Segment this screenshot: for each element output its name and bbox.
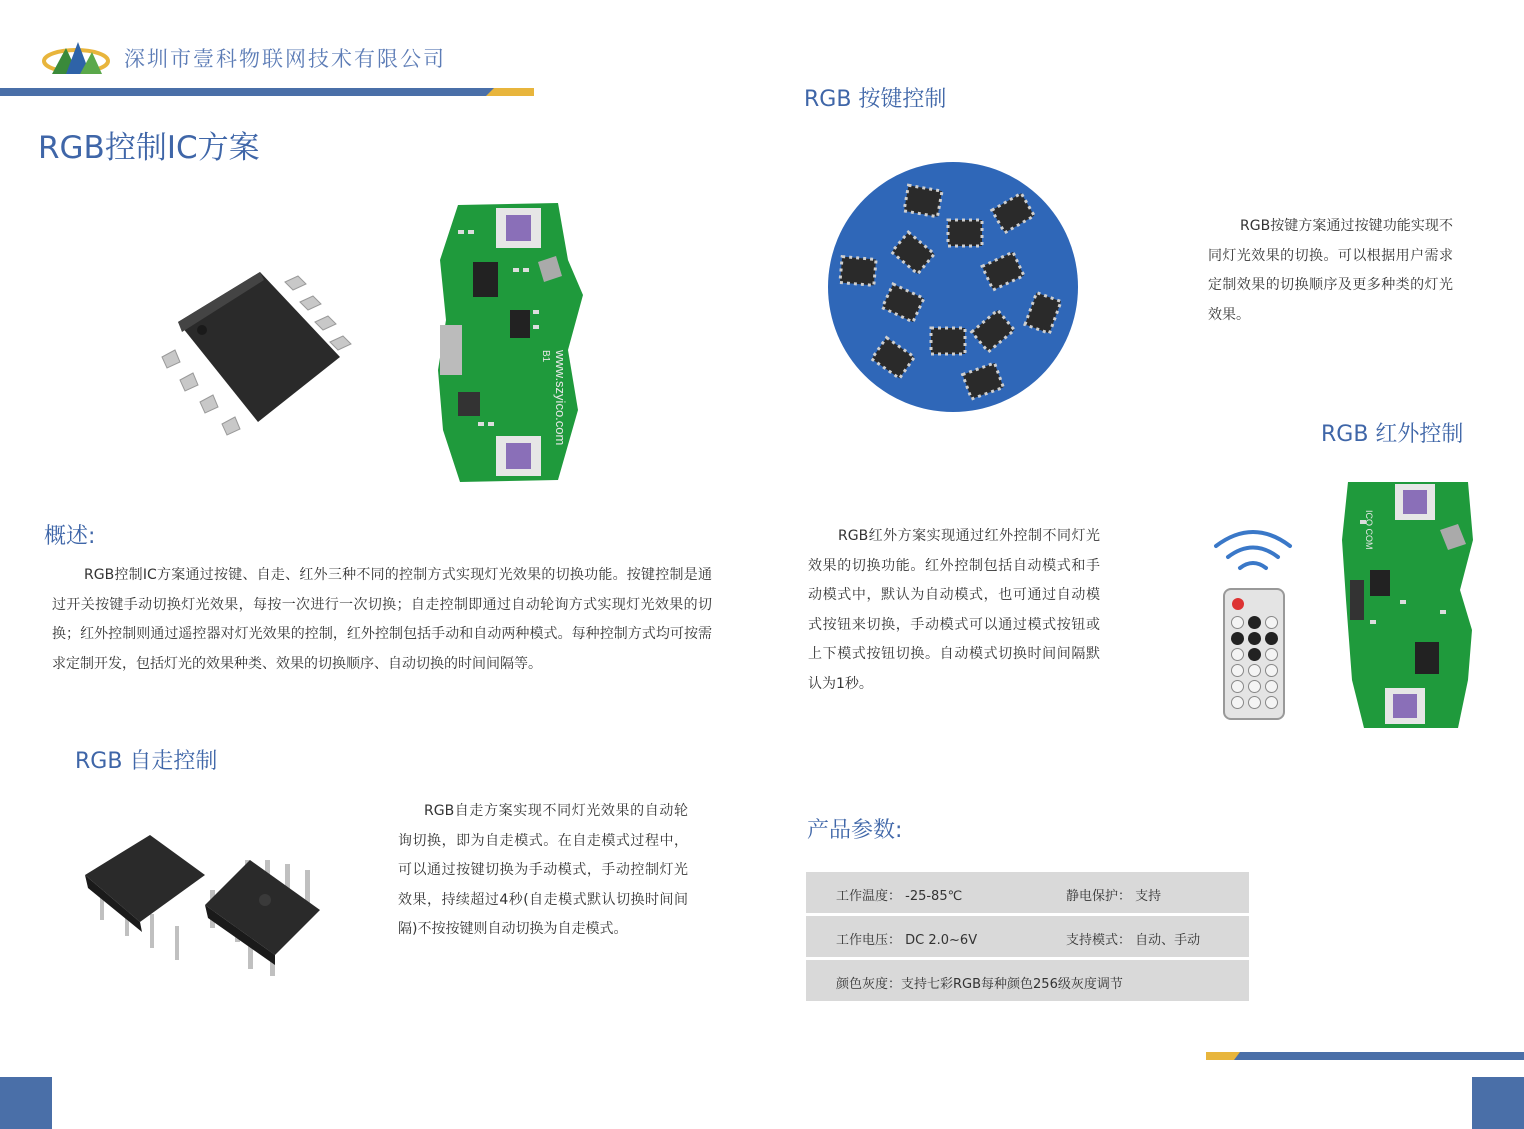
- header-rule: [0, 88, 486, 96]
- remote-key: [1248, 696, 1261, 709]
- remote-key: [1231, 680, 1244, 693]
- remote-key: [1231, 664, 1244, 677]
- pcb-mark-text: B1: [540, 350, 551, 363]
- footer-rule: [1206, 1052, 1524, 1060]
- corner-block-right: [1472, 1077, 1524, 1129]
- remote-key: [1231, 632, 1244, 645]
- button-text: RGB按键方案通过按键功能实现不同灯光效果的切换。可以根据用户需求定制效果的切换顺序及更多种类的灯光效果。: [1208, 218, 1453, 323]
- signal-waves-icon: [1212, 526, 1294, 574]
- remote-key: [1265, 680, 1278, 693]
- remote-control-image: [1223, 588, 1285, 720]
- param-voltage: 工作电压： DC 2.0~6V: [836, 933, 978, 948]
- params-row: [806, 916, 1249, 957]
- infrared-pcb-mark: ICO COM: [1364, 510, 1374, 550]
- remote-key: [1265, 632, 1278, 645]
- overview-heading: 概述:: [44, 524, 96, 549]
- company-logo: [40, 36, 112, 78]
- overview-text: RGB控制IC方案通过按键、自走、红外三种不同的控制方式实现灯光效果的切换功能。按键控制是通过开关按键手动切换灯光效果，每按一次进行一次切换；自走控制即通过自动轮询方式实现灯光效果的切换；红外控制则通过遥控器对灯光效果的控制，红外控制包括手动和自动两种模式。每种控制方式均可按需求定制开发，包括灯光的效果种类、效果的切换顺序、自动切换的时间间隔等。: [52, 567, 712, 672]
- self-run-text: RGB自走方案实现不同灯光效果的自动轮询切换，即为自走模式。在自走模式过程中，可以通过按键切换为手动模式，手动控制灯光效果，持续超过4秒(自走模式默认切换时间间隔)不按按键则自动切换为自走模式。: [398, 803, 688, 937]
- remote-key: [1265, 696, 1278, 709]
- remote-key: [1248, 680, 1261, 693]
- remote-key: [1248, 664, 1261, 677]
- overview-paragraph: [52, 561, 712, 679]
- infrared-pcb-image: [1340, 480, 1475, 730]
- params-heading: 产品参数:: [807, 818, 903, 843]
- power-button-icon: [1232, 598, 1244, 610]
- param-temperature: 工作温度： -25-85℃: [836, 889, 963, 904]
- button-heading: RGB 按键控制: [804, 87, 947, 112]
- remote-key: [1265, 616, 1278, 629]
- chips-circle-image: [826, 160, 1080, 414]
- params-row: [806, 872, 1249, 913]
- remote-key: [1248, 632, 1261, 645]
- pcb-board-image: [438, 200, 583, 483]
- param-modes: 支持模式： 自动、手动: [1066, 933, 1201, 948]
- remote-key: [1248, 648, 1261, 661]
- remote-key: [1231, 648, 1244, 661]
- self-run-paragraph: [398, 797, 688, 945]
- dip8-chip-image: [80, 830, 330, 990]
- page-title: RGB控制IC方案: [38, 130, 260, 166]
- button-paragraph: [1208, 212, 1453, 330]
- infrared-heading: RGB 红外控制: [1321, 422, 1464, 447]
- header-rule-accent: [486, 88, 534, 96]
- remote-key: [1231, 616, 1244, 629]
- sop8-chip-image: [150, 262, 360, 447]
- company-name: 深圳市壹科物联网技术有限公司: [124, 47, 446, 71]
- remote-key: [1231, 696, 1244, 709]
- params-row: [806, 960, 1249, 1001]
- pcb-url-text: www.szyico.com: [553, 350, 568, 446]
- remote-key: [1248, 616, 1261, 629]
- remote-key: [1265, 664, 1278, 677]
- corner-block-left: [0, 1077, 52, 1129]
- infrared-text: RGB红外方案实现通过红外控制不同灯光效果的切换功能。红外控制包括自动模式和手动模式中，默认为自动模式，也可通过自动模式按钮来切换，手动模式可以通过模式按钮或上下模式按钮切换。自动模式切换时间间隔默认为1秒。: [808, 528, 1100, 692]
- param-grayscale: 颜色灰度：支持七彩RGB每种颜色256级灰度调节: [836, 977, 1123, 992]
- param-esd: 静电保护： 支持: [1066, 889, 1162, 904]
- remote-key: [1265, 648, 1278, 661]
- infrared-paragraph: [808, 522, 1100, 699]
- self-run-heading: RGB 自走控制: [75, 749, 218, 774]
